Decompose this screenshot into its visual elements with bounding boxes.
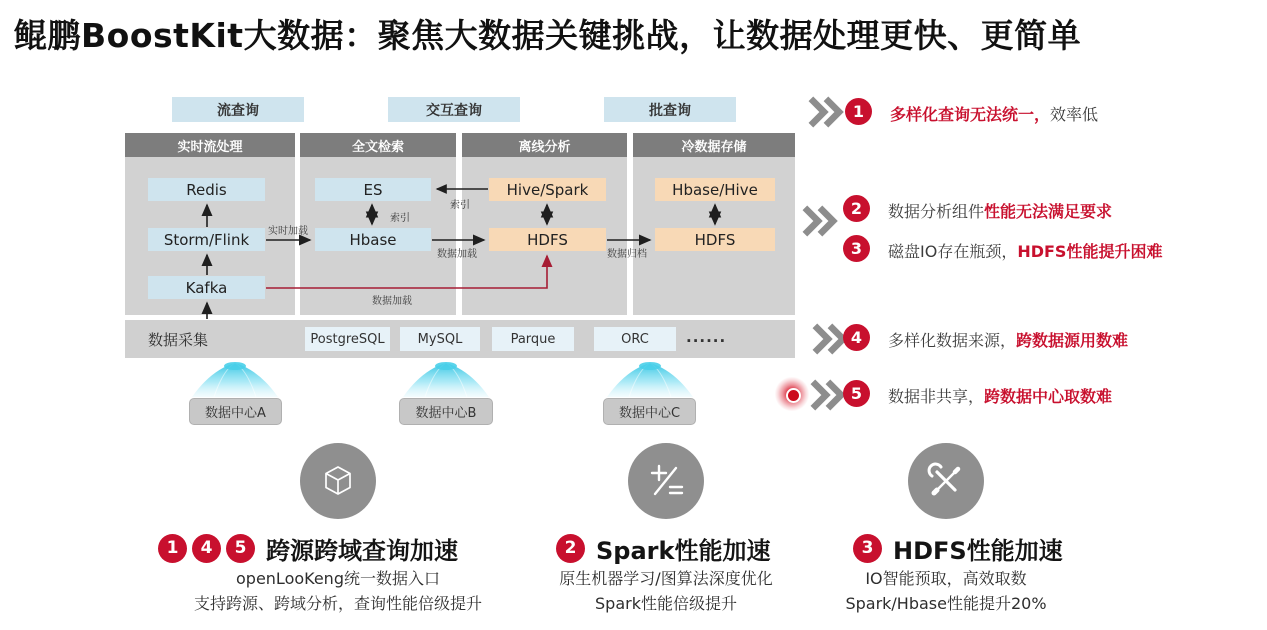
solution-1-description: [148, 566, 528, 616]
solution-2-description: [506, 566, 826, 616]
chevron-right-icon: [808, 379, 846, 411]
column-cold-storage: [633, 133, 795, 315]
cube-icon: [317, 460, 359, 502]
solution-1-badge-5: 5: [226, 534, 255, 563]
node-hive-spark: Hive/Spark: [489, 178, 606, 201]
challenge-badge-3: 3: [843, 235, 870, 262]
data-collect-label: 数据采集: [148, 331, 209, 349]
arrow-label-data-load-kafka: 数据加载: [372, 296, 412, 307]
challenge-text-3: [888, 239, 1162, 262]
column-header-realtime: 实时流处理: [125, 133, 295, 157]
column-offline-analysis: [462, 133, 627, 315]
arrow-label-archive: 数据归档: [607, 249, 647, 260]
challenge-4-highlight: 跨数据源用数难: [1016, 331, 1129, 350]
tools-icon: [925, 460, 967, 502]
page-title: 鲲鹏BoostKit大数据：聚焦大数据关键挑战，让数据处理更快、更简单: [14, 16, 1082, 55]
challenge-badge-5: 5: [843, 380, 870, 407]
query-box-stream: 流查询: [172, 97, 304, 122]
column-header-offline: 离线分析: [462, 133, 627, 157]
solution-2-badge-2: 2: [556, 534, 585, 563]
chevron-right-icon: [806, 96, 844, 128]
source-postgresql: PostgreSQL: [305, 327, 390, 351]
challenge-badge-1: 1: [845, 98, 872, 125]
challenge-3-highlight: HDFS性能提升困难: [1017, 242, 1163, 261]
solution-3-badge-3: 3: [853, 534, 882, 563]
beam-icon: [600, 360, 700, 398]
node-hbase-hive: Hbase/Hive: [655, 178, 775, 201]
solution-3-heading: [853, 533, 1063, 563]
solution-2-heading: [556, 533, 770, 563]
solution-2-title: Spark性能加速: [596, 536, 771, 565]
column-header-fulltext: 全文检索: [300, 133, 456, 157]
arrow-label-data-load-hdfs: 数据加载: [437, 249, 477, 260]
solution-3-circle: [908, 443, 984, 519]
node-storm-flink: Storm/Flink: [148, 228, 265, 251]
source-orc: ORC: [594, 327, 676, 351]
datacenter-b: 数据中心B: [399, 398, 493, 425]
challenge-badge-2: 2: [843, 195, 870, 222]
column-fulltext-search: [300, 133, 456, 315]
calculation-icon: [645, 460, 687, 502]
node-hdfs-cold: HDFS: [655, 228, 775, 251]
arrow-label-index-hbase: 索引: [390, 213, 410, 224]
node-kafka: Kafka: [148, 276, 265, 299]
solution-3-line-2: Spark/Hbase性能提升20%: [845, 594, 1047, 613]
laser-pointer-core: [786, 388, 801, 403]
node-redis: Redis: [148, 178, 265, 201]
challenge-5-prefix: 数据非共享，: [888, 387, 985, 406]
challenge-4-prefix: 多样化数据来源，: [888, 331, 1017, 350]
solution-2-circle: [628, 443, 704, 519]
column-header-cold: 冷数据存储: [633, 133, 795, 157]
node-es: ES: [315, 178, 431, 201]
challenge-3-prefix: 磁盘IO存在瓶颈，: [888, 242, 1018, 261]
challenge-2-prefix: 数据分析组件: [888, 202, 985, 221]
beam-icon: [396, 360, 496, 398]
beam-icon: [185, 360, 285, 398]
solution-3-description: [786, 566, 1106, 616]
challenge-badge-4: 4: [843, 324, 870, 351]
solution-1-line-2: 支持跨源、跨域分析，查询性能倍级提升: [193, 594, 482, 613]
challenge-1-highlight: 多样化查询无法统一，: [890, 105, 1051, 124]
query-box-interactive: 交互查询: [388, 97, 520, 122]
solution-1-line-1: openLooKeng统一数据入口: [236, 569, 440, 588]
node-hdfs-offline: HDFS: [489, 228, 606, 251]
datacenter-a: 数据中心A: [189, 398, 282, 425]
datacenter-c: 数据中心C: [603, 398, 696, 425]
challenge-1-suffix: 效率低: [1050, 105, 1099, 124]
chevron-right-icon: [800, 205, 838, 237]
solution-1-title: 跨源跨域查询加速: [266, 536, 458, 565]
challenge-text-1: [890, 102, 1098, 125]
solution-1-badge-4: 4: [192, 534, 221, 563]
arrow-label-index-es: 索引: [450, 200, 470, 211]
challenge-text-2: [888, 199, 1112, 222]
challenge-2-highlight: 性能无法满足要求: [984, 202, 1113, 221]
solution-1-badge-1: 1: [158, 534, 187, 563]
solution-3-line-1: IO智能预取，高效取数: [865, 569, 1027, 588]
solution-2-line-1: 原生机器学习/图算法深度优化: [559, 569, 773, 588]
solution-2-line-2: Spark性能倍级提升: [595, 594, 737, 613]
solution-1-circle: [300, 443, 376, 519]
challenge-5-highlight: 跨数据中心取数难: [984, 387, 1113, 406]
laser-pointer-dot: [775, 377, 809, 411]
solution-3-title: HDFS性能加速: [893, 536, 1063, 565]
challenge-text-5: [888, 384, 1112, 407]
arrow-label-realtime-load: 实时加载: [268, 226, 308, 237]
solution-1-heading: [158, 533, 458, 563]
source-mysql: MySQL: [400, 327, 480, 351]
source-parque: Parque: [492, 327, 574, 351]
node-hbase: Hbase: [315, 228, 431, 251]
query-box-batch: 批查询: [604, 97, 736, 122]
challenge-text-4: [888, 328, 1128, 351]
source-ellipsis: ......: [686, 328, 727, 346]
